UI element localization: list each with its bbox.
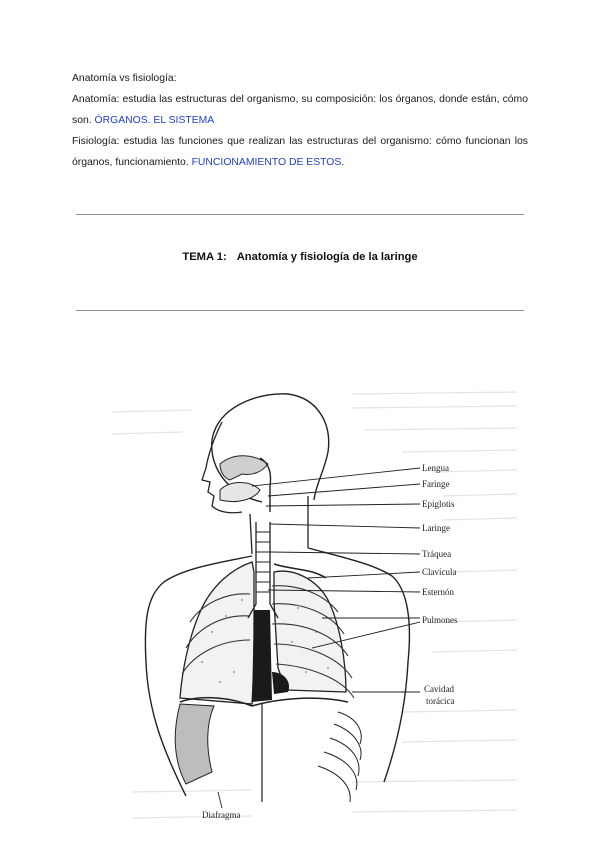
intro-block [72, 68, 528, 173]
respiratory-diagram [102, 372, 522, 848]
label-lengua: Lengua [422, 463, 449, 473]
anatomy-highlight: ÓRGANOS. EL SISTEMA [94, 115, 215, 126]
left-lung [274, 571, 346, 692]
label-epiglotis: Epiglotis [422, 499, 455, 509]
respiratory-illustration [102, 372, 522, 848]
bottom-divider [76, 310, 524, 311]
anatomy-paragraph [72, 89, 528, 131]
label-faringe: Faringe [422, 479, 450, 489]
label-toracica: torácica [426, 696, 455, 706]
label-esternon: Esternón [422, 587, 454, 597]
label-clavicula: Clavícula [422, 567, 457, 577]
physiology-highlight: FUNCIONAMIENTO DE ESTOS [191, 157, 342, 168]
lower-ribs-left [318, 712, 361, 802]
label-diafragma: Diafragma [202, 810, 241, 820]
label-laringe: Laringe [422, 523, 450, 533]
intro-heading: Anatomía vs fisiología: [72, 73, 177, 84]
right-lung [180, 562, 254, 704]
physiology-paragraph [72, 131, 528, 173]
topic-name: Anatomía y fisiología de la laringe [236, 251, 418, 263]
anatomy-text: Anatomía: estudia las estructuras del organismo, su composición: los órganos, donde están, cómo son. [72, 94, 528, 126]
lower-rib-cage-right [175, 704, 214, 784]
nasal-cavity [220, 456, 268, 480]
top-divider [76, 214, 524, 215]
topic-number: TEMA 1: [182, 251, 227, 263]
label-pulmones: Pulmones [422, 615, 458, 625]
physiology-end: . [341, 157, 345, 168]
label-cavidad: Cavidad [424, 684, 454, 694]
topic-title [0, 251, 600, 263]
label-traquea: Tráquea [422, 549, 452, 559]
physiology-text: Fisiología: estudia las funciones que realizan las estructuras del organismo: cómo funcionan los órganos, funcionamiento. [72, 136, 528, 168]
trachea-rings [256, 532, 270, 592]
heart-mediastinum [252, 610, 272, 702]
